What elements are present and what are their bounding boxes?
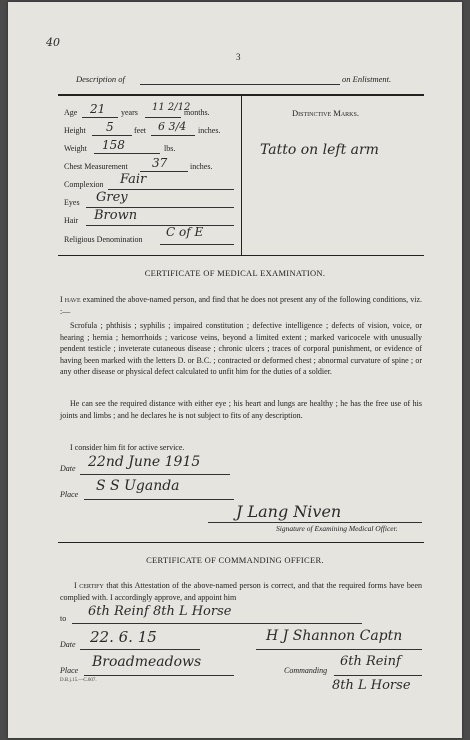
inches-label: inches.	[198, 126, 221, 135]
appoint-to-value: 6th Reinf 8th L Horse	[88, 604, 232, 619]
medical-date-value: 22nd June 1915	[88, 454, 201, 470]
religion-label: Religious Denomination	[64, 235, 143, 244]
complexion-label: Complexion	[64, 180, 104, 189]
appoint-to-line	[72, 623, 362, 624]
commanding-date-value: 22. 6. 15	[90, 628, 157, 646]
medical-place-label: Place	[60, 490, 79, 499]
medical-place-line	[84, 499, 234, 500]
description-header-fill	[140, 84, 340, 85]
commanding-para-lead: I certify	[74, 581, 104, 590]
age-years-line	[82, 117, 118, 118]
feet-label: feet	[134, 126, 146, 135]
hair-value: Brown	[94, 208, 138, 223]
section-divider	[58, 542, 424, 543]
age-years-value: 21	[90, 102, 106, 116]
attestation-page	[8, 2, 462, 738]
age-months-line	[145, 117, 181, 118]
commanding-place-value: Broadmeadows	[92, 654, 202, 670]
religion-value: C of E	[166, 225, 204, 239]
box-bottom-rule	[58, 255, 424, 256]
years-label: years	[121, 108, 138, 117]
medical-signature-line	[208, 522, 422, 523]
commanding-officer-signature: H J Shannon Captn	[266, 628, 403, 644]
height-inches-line	[151, 135, 195, 136]
commanding-heading: CERTIFICATE OF COMMANDING OFFICER.	[146, 555, 324, 565]
chest-value: 37	[152, 156, 168, 170]
description-header-right: on Enlistment.	[342, 74, 392, 84]
commanding-unit-line	[334, 675, 422, 676]
commanding-unit-value-2: 8th L Horse	[332, 678, 411, 693]
commanding-place-label: Place	[60, 666, 79, 675]
chest-unit: inches.	[190, 162, 213, 171]
medical-date-label: Date	[60, 464, 76, 473]
distinctive-marks-value: Tatto on left arm	[260, 142, 379, 158]
medical-signature-caption: Signature of Examining Medical Officer.	[276, 524, 398, 533]
medical-para-2: Scrofula ; phthisis ; syphilis ; impaired constitution ; defective intelligence ; defects of vision, voice, or hearing ; hernia ; hemorrhoids ; varicose veins, beyond a limited extent ; marked varicocele with unusually pendent testicle ; inveterate cutaneous disease ; chronic ulcers ; traces of corporal punishment, or evidence of having been marked with the letters D. or B.C. ; contracted or deformed chest ; abnormal curvature of spine ; or any other disease or physical defect calculated to unfit him for the duties of a soldier.	[60, 321, 422, 376]
box-divider	[241, 95, 242, 255]
commanding-date-label: Date	[60, 640, 76, 649]
hair-line	[86, 225, 234, 226]
hair-label: Hair	[64, 216, 79, 225]
age-months-value: 11 2/12	[152, 102, 191, 113]
commanding-para-rest: that this Attestation of the above-named person is correct, and that the required forms have been complied with. I accordingly approve, and appoint him	[60, 581, 423, 602]
eyes-label: Eyes	[64, 198, 80, 207]
medical-para-3: He can see the required distance with either eye ; his heart and lungs are healthy ; he has the free use of his joints and limbs ; and he declares he is not subject to fits of any description.	[60, 399, 422, 420]
medical-place-value: S S Uganda	[96, 478, 180, 494]
lbs-label: lbs.	[164, 144, 176, 153]
medical-date-line	[80, 474, 230, 475]
commanding-date-line	[80, 649, 200, 650]
medical-officer-signature: J Lang Niven	[236, 502, 342, 521]
complexion-value: Fair	[120, 172, 147, 187]
corner-mark: 40	[46, 36, 60, 49]
eyes-value: Grey	[96, 190, 128, 205]
chest-label: Chest Measurement	[64, 162, 128, 171]
description-header-left: Description of	[76, 74, 125, 84]
age-label: Age	[64, 108, 78, 117]
commanding-signature-line	[256, 649, 422, 650]
height-feet-value: 5	[106, 120, 114, 134]
medical-para-1	[60, 294, 422, 317]
commanding-unit-label: Commanding	[284, 666, 328, 675]
height-label: Height	[64, 126, 86, 135]
weight-label: Weight	[64, 144, 87, 153]
medical-para-1-lead: I have	[60, 295, 81, 304]
height-feet-line	[92, 135, 132, 136]
commanding-unit-value: 6th Reinf	[340, 654, 401, 669]
months-label: months.	[184, 108, 210, 117]
weight-line	[94, 153, 160, 154]
commanding-place-line	[84, 675, 234, 676]
weight-value: 158	[102, 138, 125, 152]
chest-line	[140, 171, 188, 172]
appoint-to-label: to	[60, 614, 67, 623]
commanding-para	[60, 580, 422, 603]
medical-para-4: I consider him fit for active service.	[70, 443, 185, 452]
distinctive-marks-label: Distinctive Marks.	[292, 108, 359, 118]
religion-line	[160, 244, 234, 245]
page-number: 3	[236, 52, 241, 62]
height-inches-value: 6 3/4	[158, 120, 187, 133]
medical-para-1-rest: examined the above-named person, and find that he does not present any of the following conditions, viz. :—	[60, 295, 422, 316]
medical-heading: CERTIFICATE OF MEDICAL EXAMINATION.	[144, 268, 326, 278]
print-code: D.B.j.15.—C.607.	[60, 678, 97, 683]
